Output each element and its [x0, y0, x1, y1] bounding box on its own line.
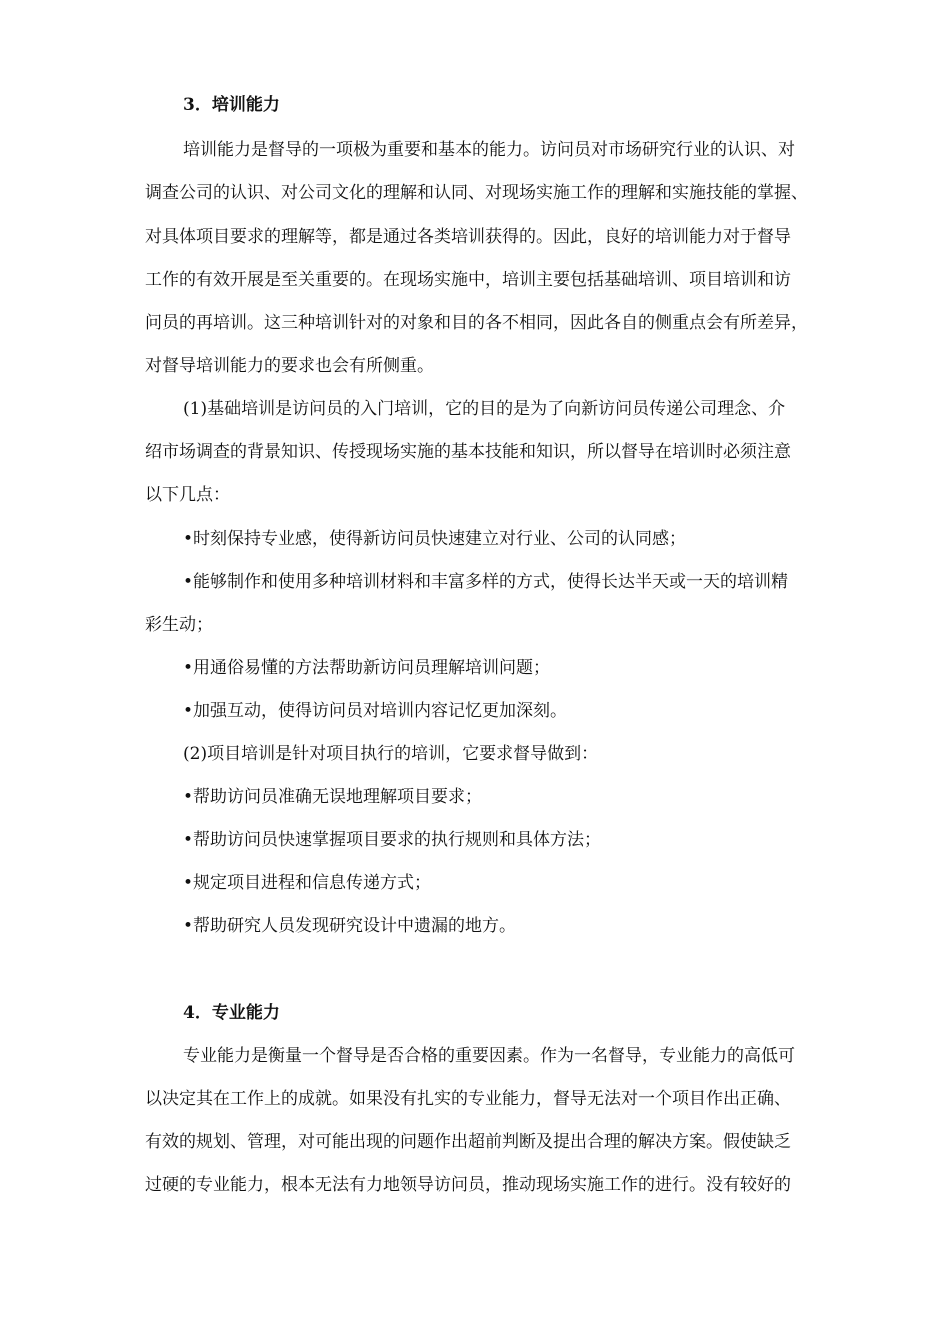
list-item: •帮助研究人员发现研究设计中遗漏的地方。 [183, 916, 517, 936]
list-item: •加强互动，使得访问员对培训内容记忆更加深刻。 [183, 701, 568, 721]
text-line: 对督导培训能力的要求也会有所侧重。 [145, 356, 434, 376]
text-line: 工作的有效开展是至关重要的。在现场实施中，培训主要包括基础培训、项目培训和访 [145, 270, 791, 290]
list-item: •时刻保持专业感，使得新访问员快速建立对行业、公司的认同感； [183, 529, 687, 549]
text-line: 问员的再培训。这三种培训针对的对象和目的各不相同，因此各自的侧重点会有所差异， [145, 313, 808, 333]
text-line: 绍市场调查的背景知识、传授现场实施的基本技能和知识，所以督导在培训时必须注意 [145, 442, 791, 462]
text-line: 对具体项目要求的理解等，都是通过各类培训获得的。因此，良好的培训能力对于督导 [145, 227, 791, 247]
paragraph: (2)项目培训是针对项目执行的培训，它要求督导做到： [183, 744, 599, 764]
text-line: 以下几点： [145, 485, 230, 505]
list-item: •帮助访问员准确无误地理解项目要求； [183, 787, 483, 807]
list-item: •用通俗易懂的方法帮助新访问员理解培训问题； [183, 658, 551, 678]
text-line: 过硬的专业能力，根本无法有力地领导访问员，推动现场实施工作的进行。没有较好的 [145, 1175, 791, 1195]
text-line: (1)基础培训是访问员的入门培训，它的目的是为了向新访问员传递公司理念、介 [183, 399, 786, 419]
section-heading: 3．培训能力 [183, 95, 280, 115]
text-line: 专业能力是衡量一个督导是否合格的重要因素。作为一名督导，专业能力的高低可 [183, 1046, 795, 1066]
list-item: •帮助访问员快速掌握项目要求的执行规则和具体方法； [183, 830, 602, 850]
section-heading: 4．专业能力 [183, 1003, 280, 1023]
text-line: 有效的规划、管理，对可能出现的问题作出超前判断及提出合理的解决方案。假使缺乏 [145, 1132, 791, 1152]
text-line: 培训能力是督导的一项极为重要和基本的能力。访问员对市场研究行业的认识、对 [183, 140, 795, 160]
text-line: 调查公司的认识、对公司文化的理解和认同、对现场实施工作的理解和实施技能的掌握、 [145, 183, 808, 203]
list-item: •规定项目进程和信息传递方式； [183, 873, 432, 893]
list-item-continuation: 彩生动； [145, 615, 213, 635]
list-item: •能够制作和使用多种培训材料和丰富多样的方式，使得长达半天或一天的培训精 [183, 572, 789, 592]
text-line: 以决定其在工作上的成就。如果没有扎实的专业能力，督导无法对一个项目作出正确、 [145, 1089, 791, 1109]
